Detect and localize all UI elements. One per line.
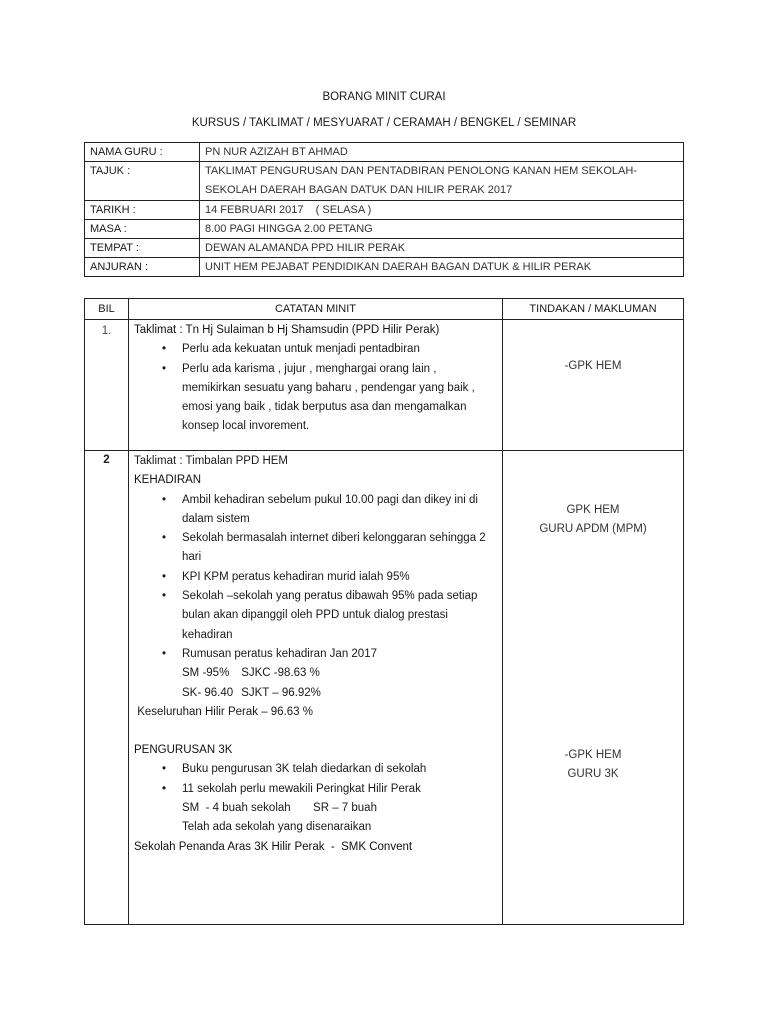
- document-header: [0, 88, 768, 132]
- action-text: GPK HEM: [566, 504, 620, 516]
- row-notes: [129, 320, 503, 451]
- row-number: 1.: [85, 320, 129, 451]
- stat-value: SJKT – 96.92%: [241, 686, 321, 699]
- action-text: -GPK HEM: [564, 360, 622, 372]
- list-item: • Ambil kehadiran sebelum pukul 10.00 pagi dan dikey ini di dalam sistem: [162, 491, 497, 530]
- list-item: • Sekolah –sekolah yang peratus dibawah 95% pada setiap bulan akan dipanggil oleh PPD untuk dialog prestasi kehadiran: [162, 587, 497, 645]
- spacer: [134, 722, 497, 741]
- row-number: 2: [85, 451, 129, 925]
- info-value: 8.00 PAGI HINGGA 2.00 PETANG: [200, 220, 684, 239]
- info-table: [84, 142, 684, 277]
- col-header-notes: CATATAN MINIT: [129, 299, 503, 320]
- list-item: • KPI KPM peratus kehadiran murid ialah 95%: [162, 568, 497, 587]
- info-row: [85, 239, 684, 258]
- section-heading-kehadiran: KEHADIRAN: [134, 474, 202, 487]
- stat-value: SM -95%: [182, 667, 230, 680]
- minutes-table: [84, 298, 684, 925]
- bullet-list: [134, 760, 497, 799]
- stats-line: [134, 664, 497, 683]
- info-value: PN NUR AZIZAH BT AHMAD: [200, 143, 684, 162]
- row-action: [503, 320, 684, 451]
- info-value: DEWAN ALAMANDA PPD HILIR PERAK: [200, 239, 684, 258]
- list-item: • Perlu ada kekuatan untuk menjadi pentadbiran: [162, 340, 497, 359]
- listed-line: Telah ada sekolah yang disenaraikan: [182, 821, 372, 834]
- col-header-action: TINDAKAN / MAKLUMAN: [503, 299, 684, 320]
- info-label: NAMA GURU :: [85, 143, 200, 162]
- list-item: • Perlu ada karisma , jujur , menghargai orang lain , memikirkan sesuatu yang baharu , pendengar yang baik , emosi yang baik , tidak berputus asa dan mengamalkan konsep local invorement.: [162, 360, 497, 437]
- minutes-row-1: [85, 320, 684, 451]
- list-item: • 11 sekolah perlu mewakili Peringkat Hilir Perak: [162, 780, 497, 799]
- info-label: TEMPAT :: [85, 239, 200, 258]
- row-action: [503, 451, 684, 925]
- info-row: [85, 143, 684, 162]
- info-row: [85, 201, 684, 220]
- info-label: ANJURAN :: [85, 258, 200, 277]
- info-value: 14 FEBRUARI 2017 ( SELASA ): [200, 201, 684, 220]
- attendance-summary: Keseluruhan Hilir Perak – 96.63 %: [134, 705, 313, 718]
- benchmark-school: Sekolah Penanda Aras 3K Hilir Perak - SMK Convent: [134, 840, 413, 853]
- bullet-list: [134, 491, 497, 665]
- info-row: [85, 220, 684, 239]
- list-item: • Sekolah bermasalah internet diberi kelonggaran sehingga 2 hari: [162, 529, 497, 568]
- action-text: GURU 3K: [567, 767, 619, 780]
- info-label: TARIKH :: [85, 201, 200, 220]
- list-item: • Rumusan peratus kehadiran Jan 2017: [162, 645, 497, 664]
- stat-value: SK- 96.40: [182, 686, 234, 699]
- bullet-list: [134, 340, 497, 436]
- stats-line: [134, 684, 497, 703]
- info-value: TAKLIMAT PENGURUSAN DAN PENTADBIRAN PENOLONG KANAN HEM SEKOLAH-SEKOLAH DAERAH BAGAN DATUK DAN HILIR PERAK 2017: [200, 162, 684, 201]
- minutes-header-row: [85, 299, 684, 320]
- form-title: BORANG MINIT CURAI: [322, 91, 446, 103]
- info-label: TAJUK :: [85, 162, 200, 201]
- briefing-heading: Taklimat : Tn Hj Sulaiman b Hj Shamsudin (PPD Hilir Perak): [134, 324, 440, 336]
- form-subtitle: KURSUS / TAKLIMAT / MESYUARAT / CERAMAH / BENGKEL / SEMINAR: [191, 117, 577, 129]
- minutes-row-2: [85, 451, 684, 925]
- briefing-intro: Taklimat : Timbalan PPD HEM: [134, 455, 289, 467]
- schools-line: SM - 4 buah sekolah SR – 7 buah: [182, 802, 377, 815]
- stat-value: SJKC -98.63 %: [241, 667, 320, 680]
- info-row: [85, 258, 684, 277]
- action-text: -GPK HEM: [564, 748, 622, 761]
- col-header-bil: BIL: [85, 299, 129, 320]
- list-item: • Buku pengurusan 3K telah diedarkan di sekolah: [162, 760, 497, 779]
- spacer: [508, 540, 678, 746]
- info-value: UNIT HEM PEJABAT PENDIDIKAN DAERAH BAGAN DATUK & HILIR PERAK: [200, 258, 684, 277]
- info-label: MASA :: [85, 220, 200, 239]
- section-heading-pengurusan: PENGURUSAN 3K: [134, 744, 233, 757]
- action-text: GURU APDM (MPM): [539, 523, 647, 536]
- info-row: [85, 162, 684, 201]
- row-notes: [129, 451, 503, 925]
